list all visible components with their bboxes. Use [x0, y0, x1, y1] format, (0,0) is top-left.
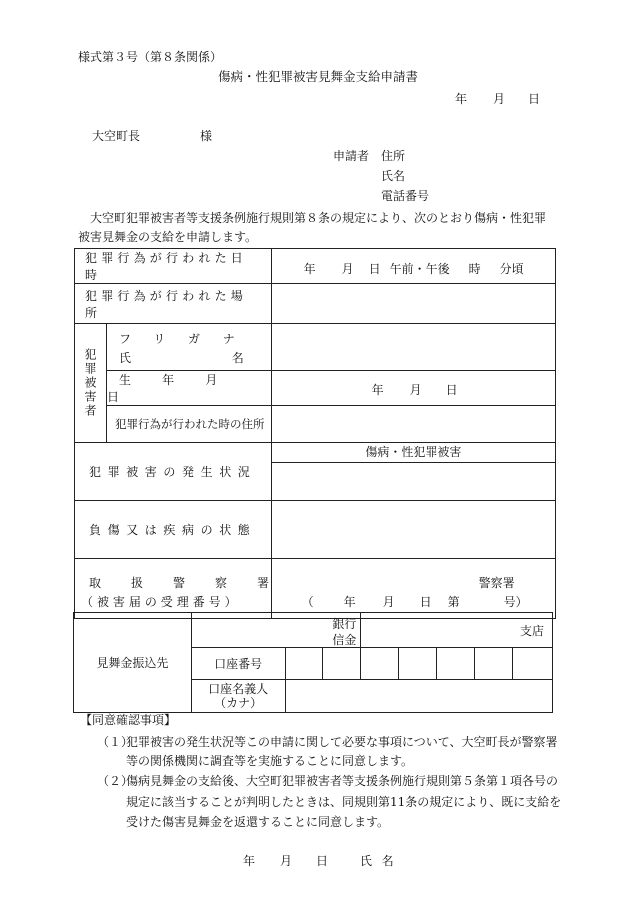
birth-year: 年	[371, 383, 384, 397]
header-date-day: 日	[528, 92, 541, 106]
account-digit-4[interactable]	[399, 648, 437, 680]
crime-place-label-cell	[75, 284, 272, 324]
damage-status-label: 犯罪被害の発生状況	[89, 465, 257, 479]
intro-line-2: 被害見舞金の支給を申請します。	[78, 230, 258, 244]
receipt-month: 月	[382, 595, 395, 609]
applicant-label: 申請者	[333, 149, 370, 163]
crime-place-label: 犯罪行為が行われた場所	[85, 288, 248, 320]
consent-item1-line2: 等の関係機関に調査等を実施することに同意します。	[126, 754, 414, 768]
police-label: 取扱警察署	[89, 576, 300, 590]
furigana-label: フリガナ	[118, 332, 258, 346]
account-digit-6[interactable]	[475, 648, 513, 680]
addressee-mayor: 大空町長	[92, 129, 141, 143]
address-at-crime-label: 犯罪行為が行われた時の住所	[114, 417, 265, 431]
damage-type-row	[272, 443, 555, 463]
applicant-name-label: 氏名	[381, 169, 406, 183]
applicant-phone-label: 電話番号	[381, 189, 430, 203]
footer-day: 日	[316, 854, 329, 868]
consent-item2-line2: 規定に該当することが判明したときは、同規則第11条の規定により、既に支給を	[126, 795, 562, 809]
account-digit-7[interactable]	[513, 648, 553, 680]
address-at-crime-label-cell	[106, 406, 271, 443]
consent-heading: 【同意確認事項】	[80, 713, 177, 727]
consent-item1-line1: 犯罪被害の発生状況等この申請に関して必要な事項について、大空町長が警察署	[126, 735, 558, 749]
account-digit-2[interactable]	[323, 648, 361, 680]
damage-type: 傷病・性犯罪被害	[365, 445, 462, 459]
branch-field[interactable]	[361, 613, 553, 648]
header-date-month: 月	[493, 92, 506, 106]
bank-label: 見舞金振込先	[96, 656, 169, 670]
crime-place-value[interactable]	[271, 284, 555, 324]
crime-datetime-label: 犯罪行為が行われた日時	[85, 251, 248, 282]
consent-item2-line3: 受けた傷害見舞金を返還することに同意します。	[126, 815, 390, 829]
applicant-address-label: 住所	[381, 149, 406, 163]
crime-minute: 分頃	[499, 261, 524, 276]
crime-datetime-value[interactable]	[271, 249, 555, 284]
damage-status-value[interactable]	[271, 443, 555, 501]
account-digit-3[interactable]	[361, 648, 399, 680]
intro-line-1: 大空町犯罪被害者等支援条例施行規則第８条の規定により、次のとおり傷病・性犯罪	[90, 211, 547, 225]
holder-label: 口座名義人	[208, 682, 269, 696]
crime-day: 日	[368, 261, 381, 276]
bank-type-1: 銀行	[332, 617, 357, 631]
bank-label-cell	[74, 613, 192, 713]
damage-status-label-cell	[75, 443, 272, 501]
addressee-honorific: 様	[200, 129, 213, 143]
bank-type-2: 信金	[332, 633, 357, 647]
police-suffix: 警察署	[478, 576, 515, 590]
bank-name-field[interactable]	[191, 613, 361, 648]
branch-label: 支店	[519, 623, 544, 638]
form-number: 様式第３号（第８条関係）	[78, 50, 223, 64]
birth-value[interactable]	[271, 371, 555, 406]
police-value[interactable]	[271, 559, 555, 619]
injury-value[interactable]	[271, 501, 555, 559]
receipt-open: （	[301, 595, 314, 609]
holder-label-cell	[191, 680, 285, 713]
name-label: 氏名	[118, 351, 345, 365]
holder-kana: （カナ）	[214, 696, 263, 710]
consent-item2-line1: 傷病見舞金の支給後、大空町犯罪被害者等支援条例施行規則第５条第１項各号の	[126, 774, 559, 788]
account-no-label-cell	[191, 648, 285, 680]
furigana-name-label-cell	[106, 324, 345, 371]
crime-year: 年	[303, 261, 316, 276]
injury-label: 負傷又は疾病の状態	[89, 523, 257, 537]
receipt-close: 号）	[503, 595, 528, 609]
account-digit-1[interactable]	[285, 648, 323, 680]
bank-table	[73, 612, 553, 713]
account-no-label: 口座番号	[214, 657, 263, 671]
receipt-year: 年	[343, 595, 356, 609]
holder-value[interactable]	[285, 680, 552, 713]
application-table	[74, 248, 556, 619]
victim-group-cell	[75, 324, 107, 443]
footer-name-label: 氏名	[360, 854, 404, 868]
police-sub-label: （被害届の受理番号）	[81, 595, 241, 609]
receipt-day: 日	[419, 595, 432, 609]
receipt-no: 第	[447, 595, 460, 609]
birth-label-cell	[106, 371, 271, 406]
police-label-cell	[75, 559, 300, 619]
form-title: 傷病・性犯罪被害見舞金支給申請書	[218, 69, 419, 84]
birth-label: 生年月日	[106, 373, 249, 404]
crime-datetime-label-cell	[75, 249, 272, 284]
address-at-crime-value[interactable]	[271, 406, 555, 443]
birth-month: 月	[409, 383, 422, 397]
crime-hour: 時	[468, 261, 481, 276]
footer-year: 年	[243, 854, 256, 868]
crime-ampm: 午前・午後	[389, 261, 450, 276]
consent-item2-no: （２）	[97, 774, 134, 788]
injury-label-cell	[75, 501, 272, 559]
consent-item1-no: （１）	[97, 735, 134, 749]
victim-group-label: 犯罪被害者	[82, 348, 97, 418]
header-date-year: 年	[455, 92, 468, 106]
account-digit-5[interactable]	[437, 648, 475, 680]
crime-month: 月	[341, 261, 354, 276]
footer-month: 月	[280, 854, 293, 868]
birth-day: 日	[445, 383, 458, 397]
